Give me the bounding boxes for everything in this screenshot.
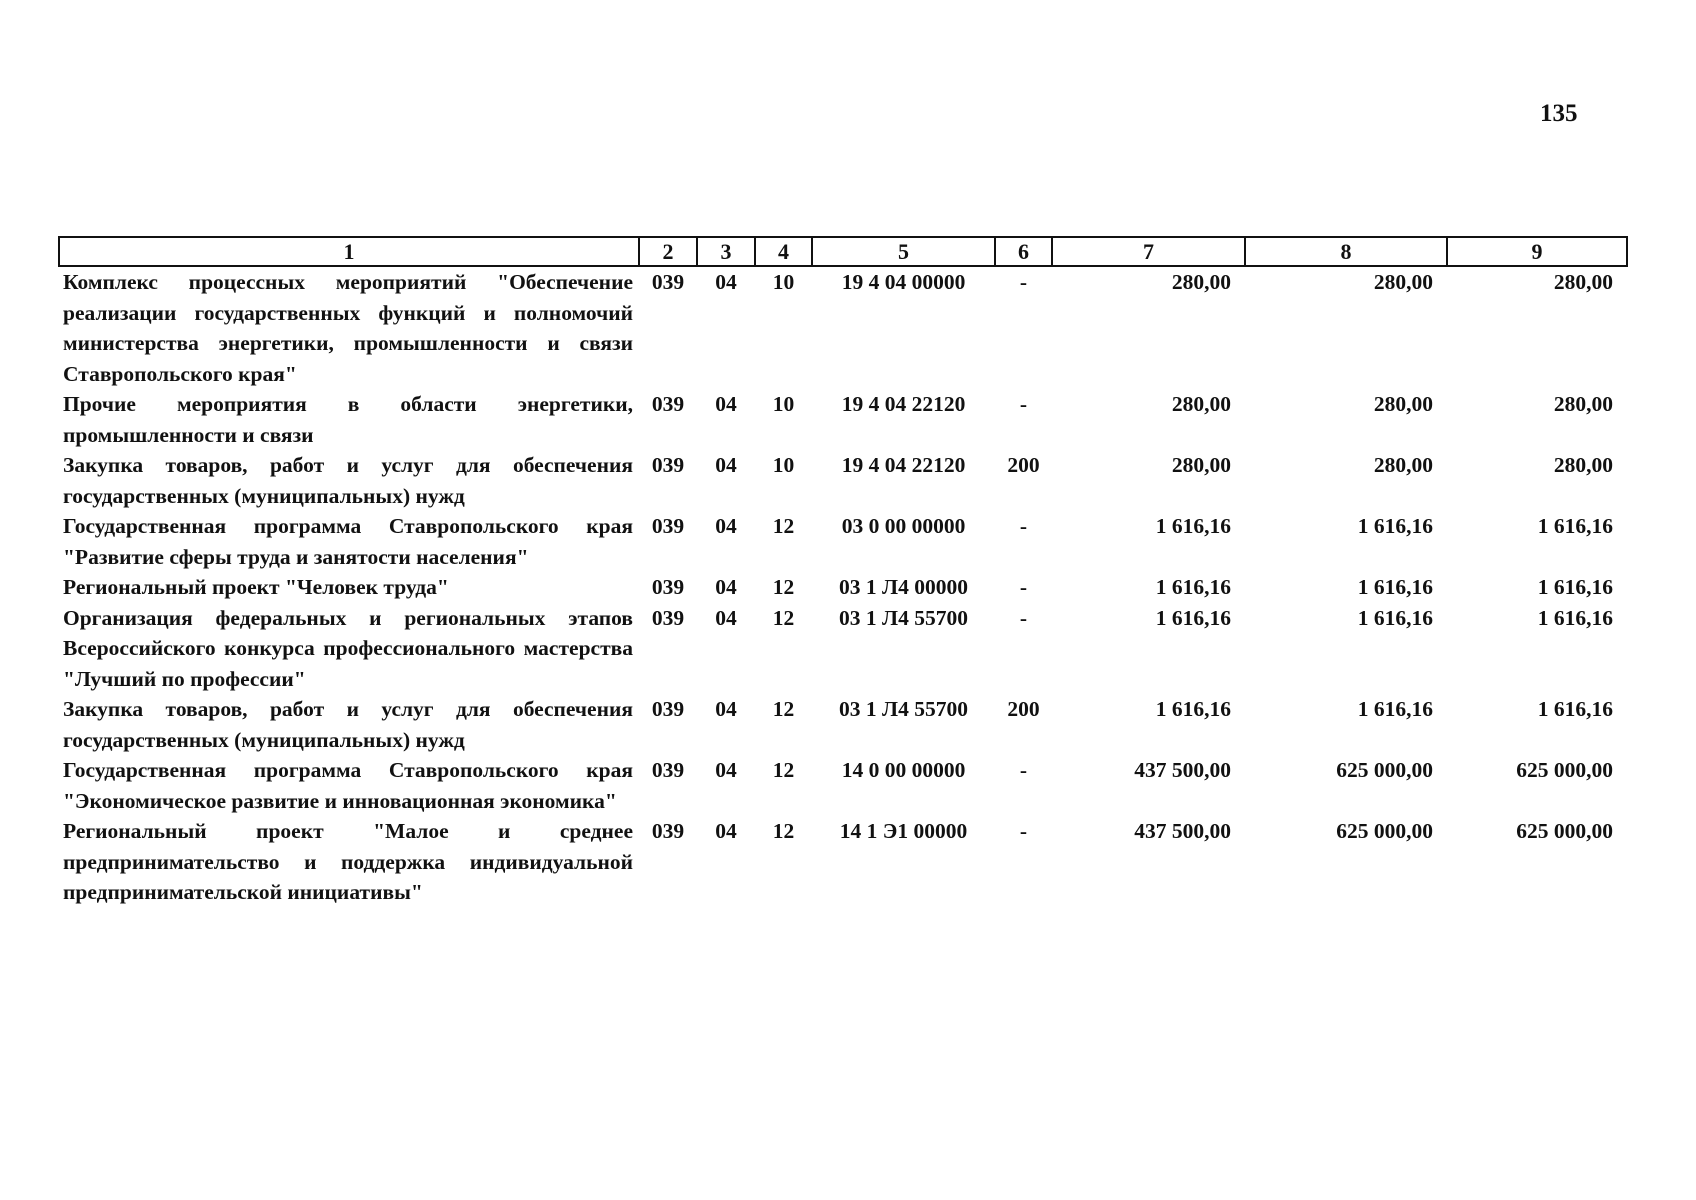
amount-col-8: 1 616,16 [1357,605,1433,630]
amount-col-8: 280,00 [1373,392,1433,416]
target-article-code: 14 1 Э1 00000 [839,819,968,843]
row-name: Прочие мероприятия в области энергетики, промышленности и связи [63,392,633,447]
amount-col-9: 625 000,00 [1516,758,1613,782]
amount-col-9: 280,00 [1553,453,1613,477]
column-header-2: 2 [639,237,697,266]
amount-col-7: 280,00 [1171,453,1231,477]
column-header-1: 1 [59,237,639,266]
ministry-code: 039 [651,605,685,630]
amount-col-8: 625 000,00 [1336,758,1433,782]
section-code: 04 [715,819,737,843]
expense-type-code: 200 [1007,697,1040,721]
subsection-code: 12 [772,819,795,843]
column-header-5: 5 [812,237,995,266]
amount-col-7: 1 616,16 [1155,697,1231,721]
amount-col-7: 280,00 [1171,392,1231,416]
subsection-code: 10 [772,453,795,477]
amount-col-8: 1 616,16 [1357,514,1433,538]
table-row [59,755,1627,816]
page-number: 135 [1540,100,1578,127]
expense-type-code: - [1019,605,1028,630]
target-article-code: 19 4 04 22120 [841,392,966,416]
section-code: 04 [715,605,737,630]
ministry-code: 039 [651,575,685,599]
section-code: 04 [715,270,737,294]
expense-type-code: - [1019,392,1028,416]
amount-col-9: 280,00 [1553,392,1613,416]
ministry-code: 039 [651,514,685,538]
target-article-code: 03 1 Л4 00000 [839,575,968,599]
target-article-code: 19 4 04 22120 [841,453,966,477]
expense-type-code: - [1019,514,1028,538]
column-header-9: 9 [1447,237,1627,266]
column-header-8: 8 [1245,237,1447,266]
ministry-code: 039 [651,697,685,721]
row-name: Закупка товаров, работ и услуг для обеспечения государственных (муниципальных) нужд [63,697,633,752]
amount-col-9: 280,00 [1553,270,1613,294]
row-name: Комплекс процессных мероприятий "Обеспечение реализации государственных функций и полномочий министерства энергетики, промышленности и связи Ставропольского края" [63,270,633,386]
amount-col-9: 1 616,16 [1537,697,1613,721]
amount-col-8: 280,00 [1373,453,1433,477]
expense-type-code: - [1019,270,1028,294]
amount-col-7: 437 500,00 [1134,819,1231,843]
table-row [59,450,1627,511]
row-name: Государственная программа Ставропольского края "Экономическое развитие и инновационная экономика" [63,758,633,813]
amount-col-8: 1 616,16 [1357,575,1433,599]
amount-col-7: 1 616,16 [1155,575,1231,599]
target-article-code: 03 1 Л4 55700 [839,605,968,630]
column-header-4: 4 [755,237,812,266]
target-article-code: 19 4 04 00000 [841,270,966,294]
amount-col-8: 625 000,00 [1336,819,1433,843]
table-row [59,816,1627,908]
amount-col-8: 280,00 [1373,270,1433,294]
target-article-code: 03 0 00 00000 [841,514,966,538]
table-row [59,572,1627,603]
section-code: 04 [715,453,737,477]
expense-type-code: - [1019,575,1028,599]
expense-type-code: 200 [1007,453,1040,477]
budget-table [58,236,1628,908]
amount-col-7: 1 616,16 [1155,514,1231,538]
column-header-7: 7 [1052,237,1245,266]
section-code: 04 [715,758,737,782]
ministry-code: 039 [651,453,685,477]
subsection-code: 12 [772,758,795,782]
ministry-code: 039 [651,270,685,294]
subsection-code: 12 [772,605,795,630]
column-number-header-row [59,237,1627,266]
column-header-3: 3 [697,237,755,266]
table-row [59,389,1627,450]
table-row [59,266,1627,389]
subsection-code: 10 [772,270,795,294]
target-article-code: 14 0 00 00000 [841,758,966,782]
subsection-code: 12 [772,514,795,538]
ministry-code: 039 [651,758,685,782]
amount-col-7: 437 500,00 [1134,758,1231,782]
subsection-code: 10 [772,392,795,416]
section-code: 04 [715,575,737,599]
subsection-code: 12 [772,697,795,721]
amount-col-7: 1 616,16 [1155,605,1231,630]
ministry-code: 039 [651,819,685,843]
table-row [59,511,1627,572]
row-name: Государственная программа Ставропольского края "Развитие сферы труда и занятости населения" [63,514,633,569]
column-header-6: 6 [995,237,1052,266]
expense-type-code: - [1019,819,1028,843]
subsection-code: 12 [772,575,795,599]
table-row [59,603,1627,695]
row-name: Организация федеральных и региональных этапов Всероссийского конкурса профессионального мастерства "Лучший по профессии" [63,605,633,691]
amount-col-9: 1 616,16 [1537,514,1613,538]
amount-col-8: 1 616,16 [1357,697,1433,721]
expense-type-code: - [1019,758,1028,782]
target-article-code: 03 1 Л4 55700 [839,697,968,721]
amount-col-9: 1 616,16 [1537,575,1613,599]
amount-col-9: 1 616,16 [1537,605,1613,630]
section-code: 04 [715,392,737,416]
table-row [59,694,1627,755]
amount-col-9: 625 000,00 [1516,819,1613,843]
row-name: Закупка товаров, работ и услуг для обеспечения государственных (муниципальных) нужд [63,453,633,508]
ministry-code: 039 [651,392,685,416]
section-code: 04 [715,697,737,721]
amount-col-7: 280,00 [1171,270,1231,294]
row-name: Региональный проект "Малое и среднее предпринимательство и поддержка индивидуальной предпринимательской инициативы" [63,819,633,904]
row-name: Региональный проект "Человек труда" [63,575,449,599]
section-code: 04 [715,514,737,538]
